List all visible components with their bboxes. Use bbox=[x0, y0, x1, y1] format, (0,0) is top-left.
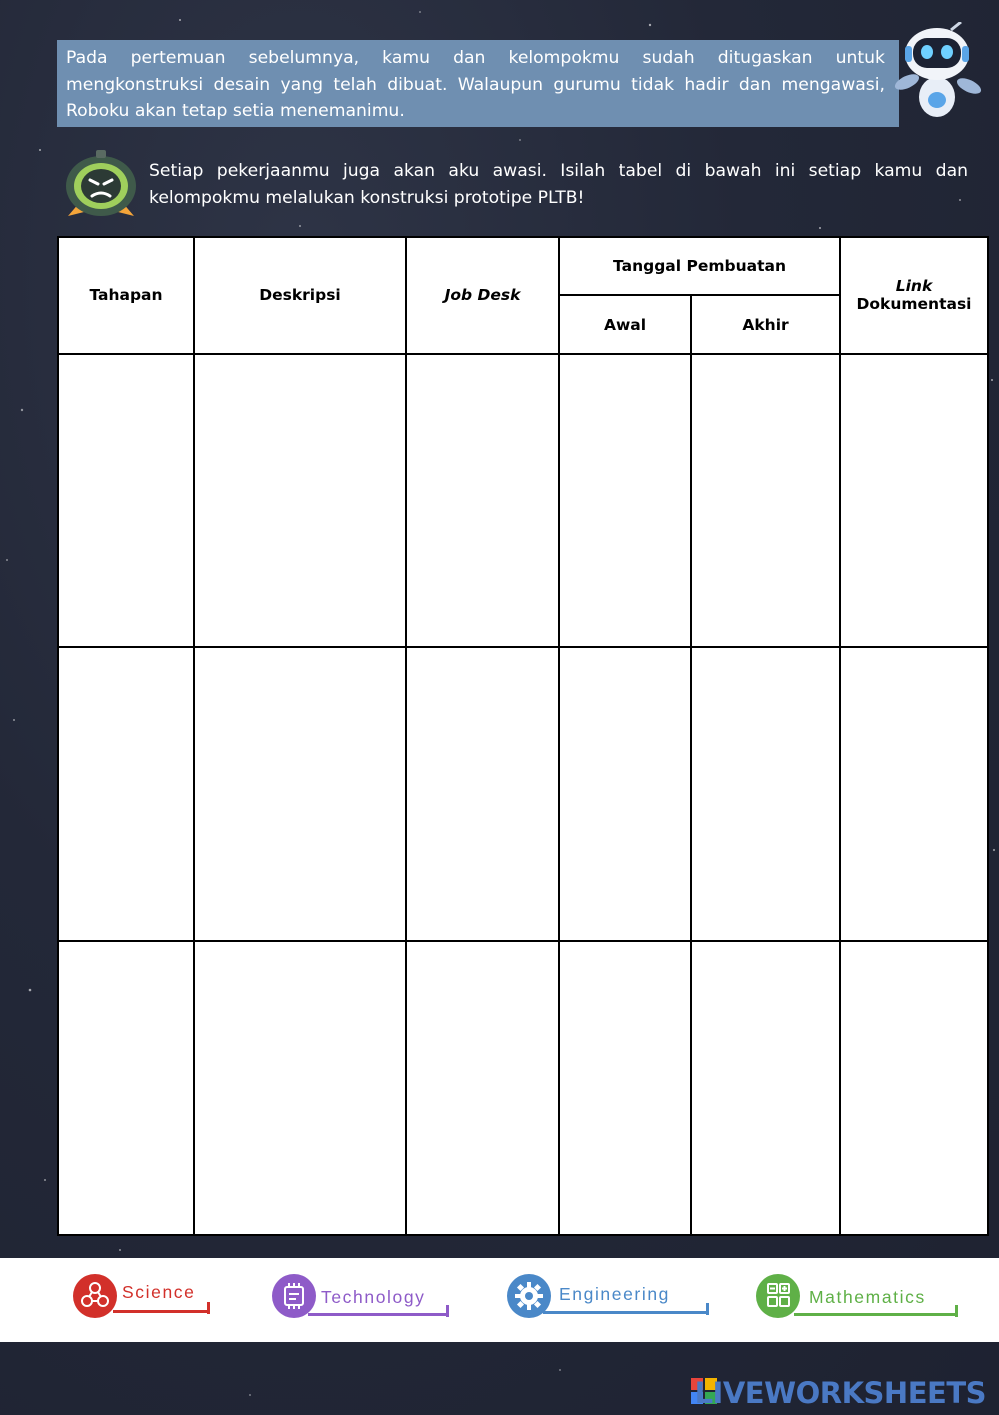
cell-job-desk[interactable] bbox=[406, 647, 559, 941]
cell-link-dokumentasi[interactable] bbox=[840, 941, 988, 1235]
header-tanggal-pembuatan: Tanggal Pembuatan bbox=[559, 237, 840, 295]
mathematics-label: Mathematics bbox=[809, 1287, 926, 1307]
cell-tahapan[interactable] bbox=[58, 941, 194, 1235]
calculator-icon bbox=[756, 1274, 800, 1318]
instruction-text: Setiap pekerjaanmu juga akan aku awasi. Isilah tabel di bawah ini setiap kamu dan kelompokmu melalukan konstruksi prototipe PLTB! bbox=[149, 161, 968, 208]
intro-text-box bbox=[57, 40, 899, 127]
stem-science bbox=[73, 1272, 213, 1332]
table-row bbox=[58, 941, 988, 1235]
stem-footer bbox=[0, 1258, 999, 1342]
liveworksheets-brand[interactable]: LIVEWORKSHEETS bbox=[694, 1376, 986, 1410]
mathematics-underline bbox=[794, 1313, 957, 1316]
header-deskripsi: Deskripsi bbox=[194, 237, 406, 354]
technology-underline-cap bbox=[446, 1305, 449, 1317]
engineering-underline-cap bbox=[706, 1303, 709, 1315]
cell-akhir[interactable] bbox=[691, 647, 840, 941]
science-underline bbox=[113, 1310, 209, 1313]
circuit-icon bbox=[272, 1274, 316, 1318]
cell-deskripsi[interactable] bbox=[194, 941, 406, 1235]
table-row bbox=[58, 354, 988, 648]
science-label: Science bbox=[122, 1282, 196, 1302]
cell-link-dokumentasi[interactable] bbox=[840, 354, 988, 648]
cell-awal[interactable] bbox=[559, 647, 691, 941]
cell-deskripsi[interactable] bbox=[194, 354, 406, 648]
construction-log-table bbox=[57, 236, 987, 1236]
header-job-desk: Job Desk bbox=[406, 237, 559, 354]
stem-engineering bbox=[507, 1272, 712, 1332]
engineering-underline bbox=[543, 1311, 708, 1314]
header-awal: Awal bbox=[559, 295, 691, 353]
cell-awal[interactable] bbox=[559, 941, 691, 1235]
cell-job-desk[interactable] bbox=[406, 941, 559, 1235]
engineering-label: Engineering bbox=[559, 1284, 671, 1304]
header-akhir: Akhir bbox=[691, 295, 840, 353]
cell-tahapan[interactable] bbox=[58, 647, 194, 941]
stem-mathematics bbox=[750, 1272, 965, 1332]
cell-job-desk[interactable] bbox=[406, 354, 559, 648]
robot-helper-icon bbox=[885, 22, 990, 122]
angry-robot-icon bbox=[60, 146, 142, 226]
cell-link-dokumentasi[interactable] bbox=[840, 647, 988, 941]
technology-label: Technology bbox=[321, 1287, 426, 1307]
mathematics-underline-cap bbox=[955, 1305, 958, 1317]
table-row bbox=[58, 647, 988, 941]
atom-icon bbox=[73, 1274, 117, 1318]
header-link-dokumentasi bbox=[840, 237, 988, 354]
header-dokumentasi: Dokumentasi bbox=[856, 295, 972, 314]
cell-deskripsi[interactable] bbox=[194, 647, 406, 941]
cell-awal[interactable] bbox=[559, 354, 691, 648]
science-underline-cap bbox=[207, 1302, 210, 1314]
cell-tahapan[interactable] bbox=[58, 354, 194, 648]
technology-underline bbox=[308, 1313, 448, 1316]
cell-akhir[interactable] bbox=[691, 941, 840, 1235]
cell-akhir[interactable] bbox=[691, 354, 840, 648]
stem-technology bbox=[272, 1272, 452, 1332]
header-link: Link bbox=[895, 277, 933, 296]
intro-text: Pada pertemuan sebelumnya, kamu dan kelompokmu sudah ditugaskan untuk mengkonstruksi desain yang telah dibuat. Walaupun gurumu tidak hadir dan mengawasi, Roboku akan tetap setia menemanimu. bbox=[66, 48, 885, 121]
header-tahapan: Tahapan bbox=[58, 237, 194, 354]
